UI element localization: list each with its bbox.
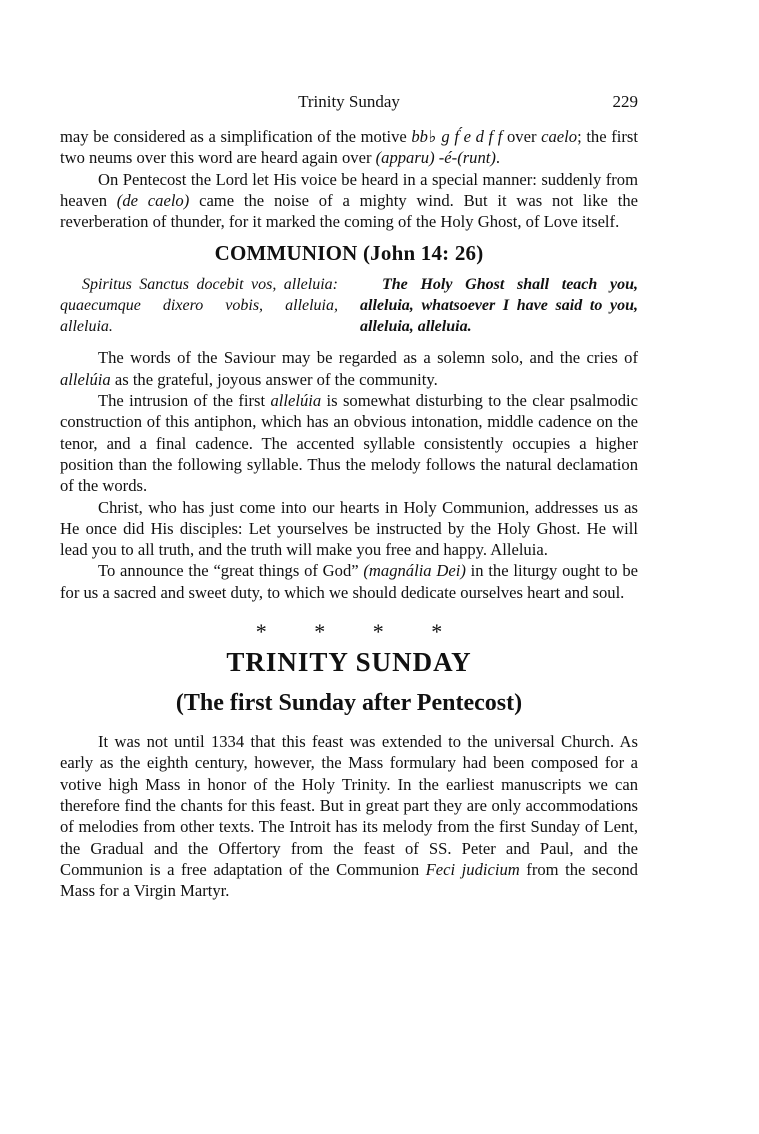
paragraph-christ: Christ, who has just come into our hearts in Holy Communion, addresses us as He once did His disciples: Let yourselves be instructed by the Holy Ghost. He will lead you to all truth, and the truth will make you free and happy. Alleluia. (60, 497, 638, 560)
term-caelo: caelo (541, 127, 578, 146)
text-run: as the grateful, joyous answer of the community. (110, 369, 438, 389)
paragraph-intrusion (60, 390, 638, 496)
term-alleluia: allelúia (270, 391, 322, 411)
text-run: . (495, 148, 501, 168)
motive-notes: bb♭ g f́ e d f f (411, 127, 503, 146)
section-divider: * * * * (255, 619, 443, 645)
trinity-title: TRINITY SUNDAY (226, 647, 472, 678)
term-de-caelo: (de caelo) (116, 190, 190, 210)
communion-heading: COMMUNION (John 14: 26) (214, 241, 484, 266)
term-apparuerunt: (apparu) -é-(runt) (375, 148, 496, 168)
text-run: is somewhat disturbing to the clear psalmodic construction of this antiphon, which has an obvious intonation, middle cadence on the tenor, and a final cadence. The accented syllable consistently occupies a higher position than the following syllable. Thus the melody follows the natural declamation of the words. (60, 391, 638, 496)
communion-text (60, 274, 638, 337)
term-feci-judicium: Feci judicium (425, 859, 520, 879)
paragraph-saviour (60, 347, 638, 390)
term-magnalia-dei: (magnália Dei) (363, 561, 466, 581)
text-run: The intrusion of the first (98, 391, 271, 411)
text-run: ; the first two neums over this word are heard again over (60, 127, 638, 168)
page (60, 92, 638, 901)
text-run: in the liturgy ought to be for us a sacred and sweet duty, to which we should dedicate ourselves heart and soul. (60, 561, 638, 602)
paragraph-feast-history (60, 731, 638, 901)
text-run: On Pentecost the Lord let His voice be heard in a special manner: suddenly from heaven (60, 169, 638, 210)
text-run: may be considered as a simplification of the motive (60, 127, 412, 146)
text-run: To announce the “great things of God” (98, 561, 364, 581)
text-run: from the second Mass for a Virgin Martyr. (60, 859, 638, 901)
communion-latin: Spiritus Sanctus docebit vos, alleluia: quaecumque dixero vobis, alleluia, alleluia. (60, 276, 338, 336)
running-head (60, 92, 638, 116)
page-number: 229 (612, 92, 638, 111)
text-run: over (502, 127, 542, 146)
text-run: The words of the Saviour may be regarded as a solemn solo, and the cries of (98, 348, 638, 368)
paragraph-motive (60, 126, 638, 169)
text-run: It was not until 1334 that this feast was extended to the universal Church. As early as the eighth century, however, the Mass formulary had been composed for a votive high Mass in honor of the Holy Trinity. In the earliest manuscripts we can therefore find the chants for this feast. But in great part they are only accommodations of melodies from other texts. The Introit has its melody from the first Sunday of Lent, the Gradual and the Offertory from the feast of SS. Peter and Paul, and the Communion is a free adaptation of the Communion (60, 732, 638, 879)
term-alleluia: allelúia (60, 369, 111, 389)
communion-english: The Holy Ghost shall teach you, alleluia, whatsoever I have said to you, alleluia, alleluia. (360, 276, 638, 336)
text-run: came the noise of a mighty wind. But it was not like the reverberation of thunder, for it marked the coming of the Holy Ghost, of Love itself. (60, 190, 638, 232)
trinity-subtitle: (The first Sunday after Pentecost) (175, 690, 523, 717)
running-title: Trinity Sunday (298, 92, 400, 111)
paragraph-announce (60, 560, 638, 603)
paragraph-pentecost (60, 169, 638, 233)
